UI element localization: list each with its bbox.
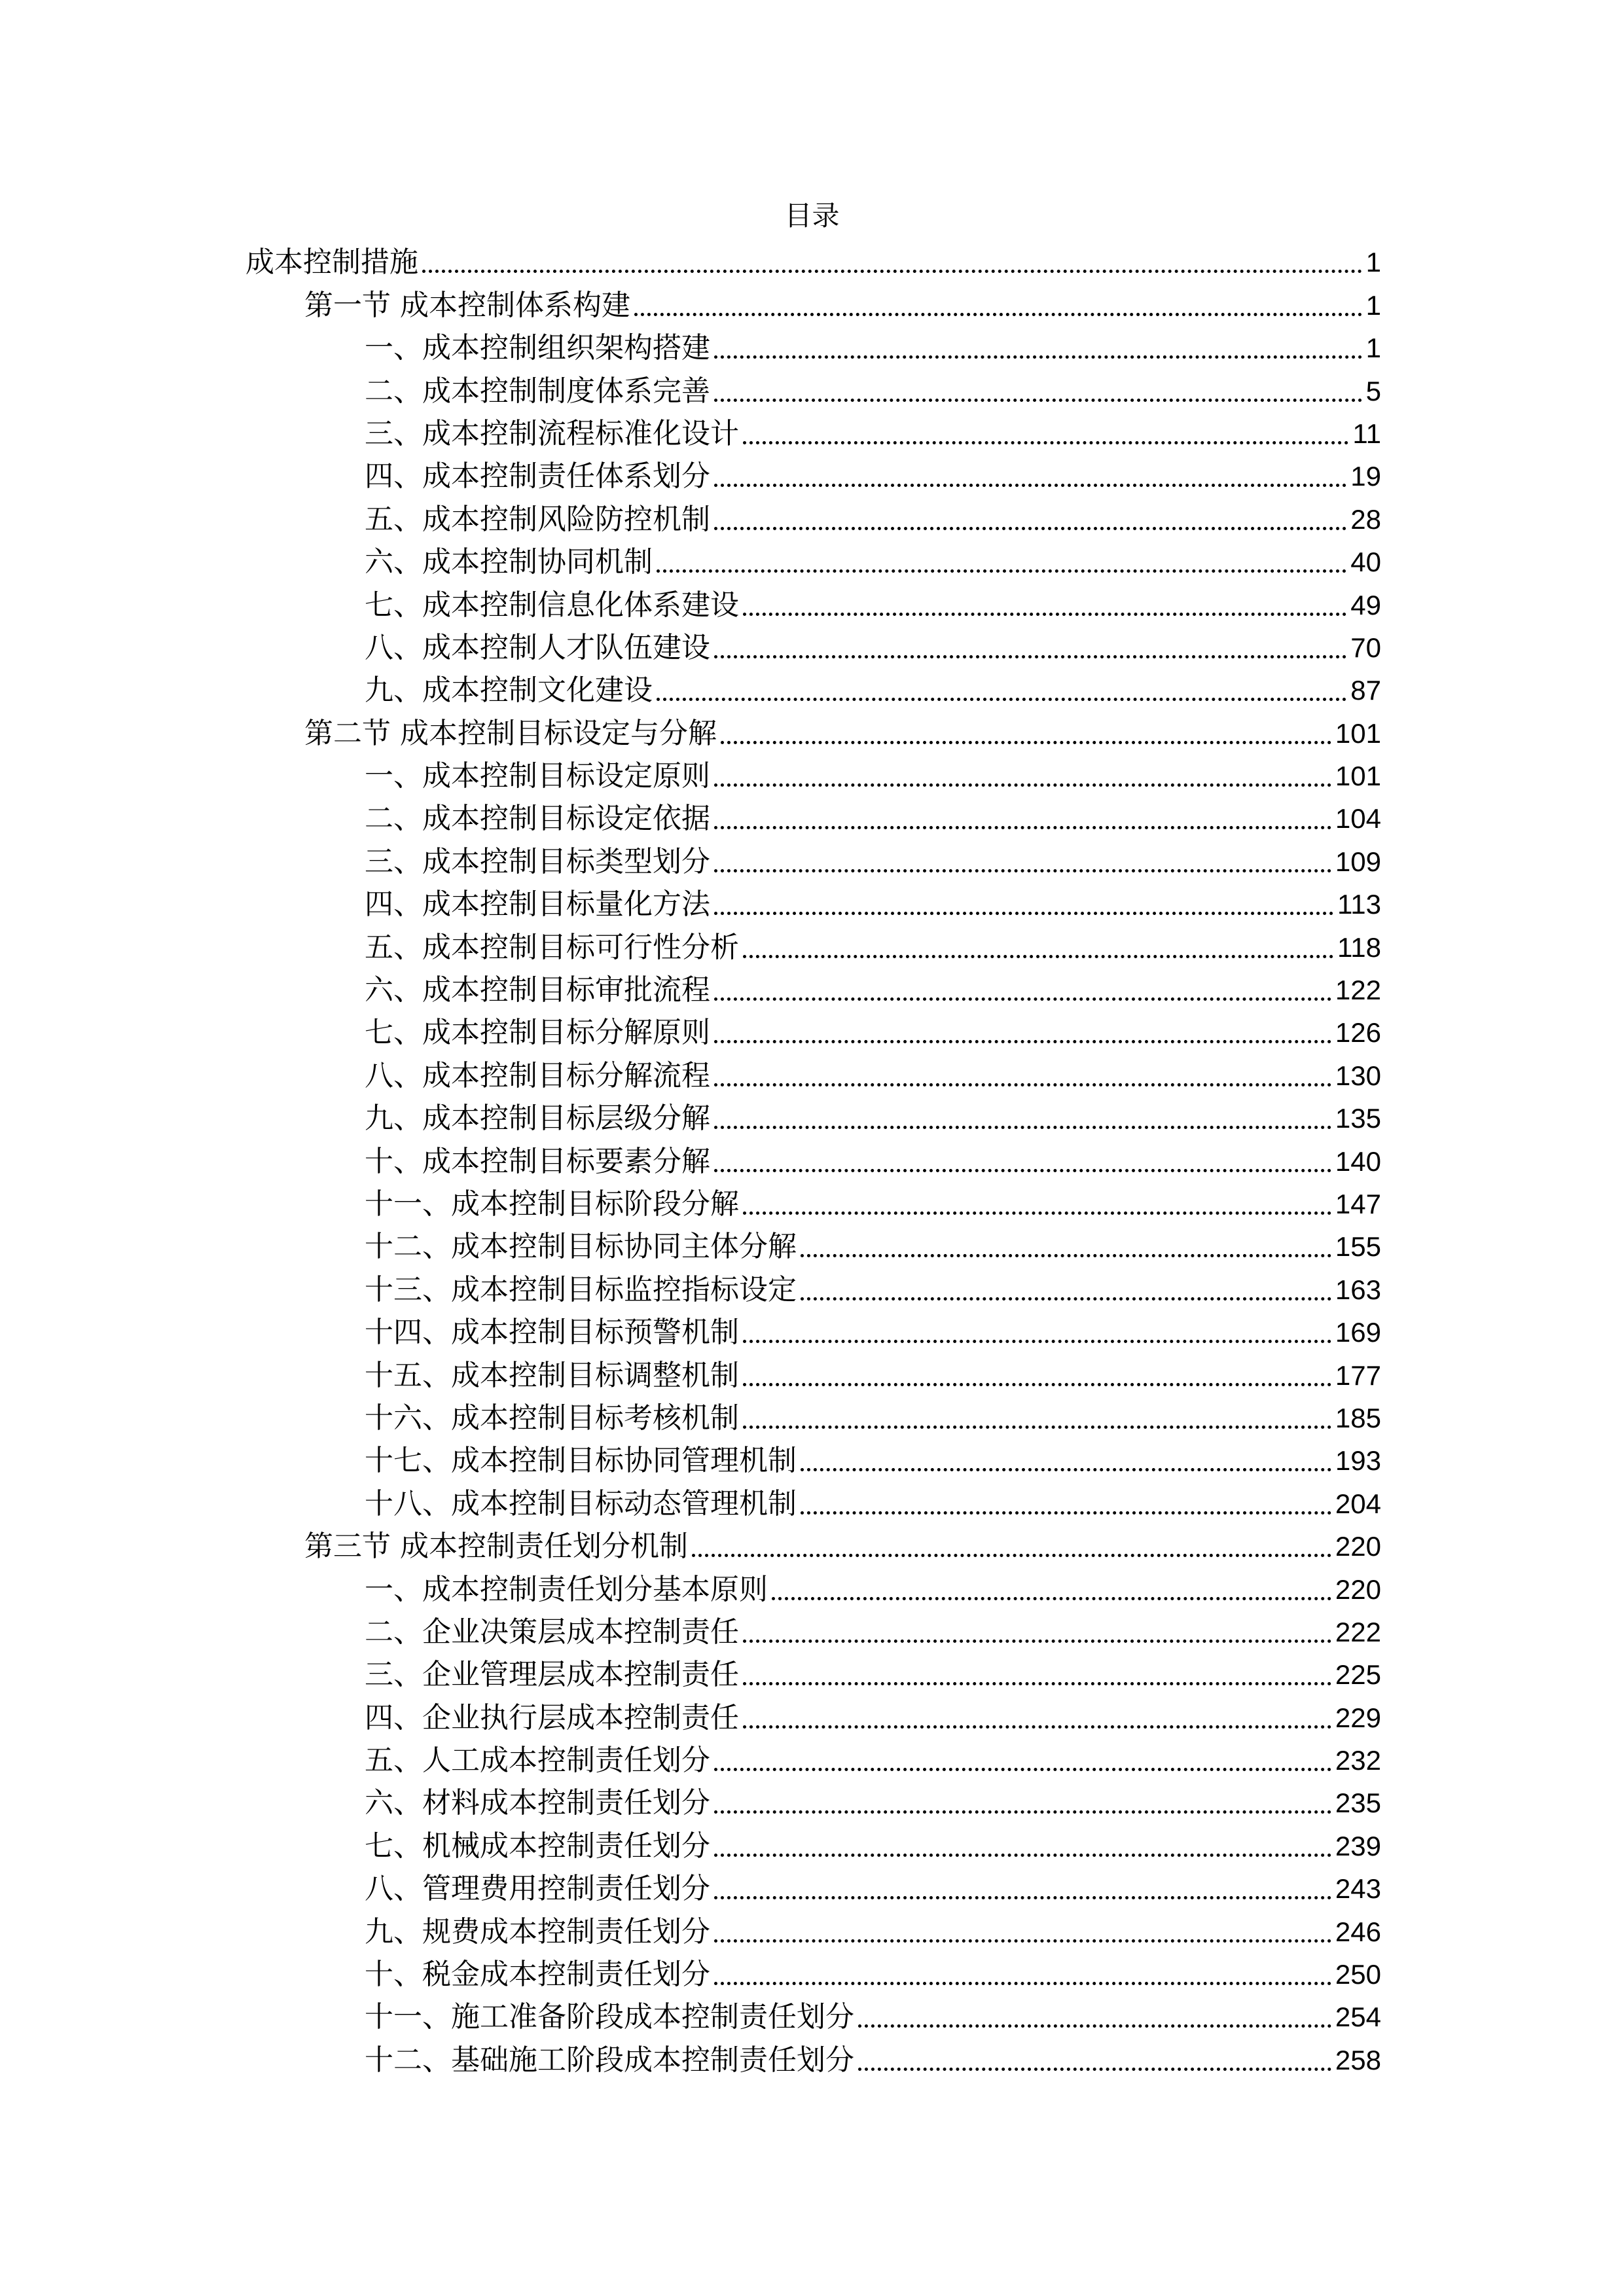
toc-entry-title: 十一、成本控制目标阶段分解 bbox=[365, 1187, 739, 1221]
page-title: 目录 bbox=[784, 200, 840, 232]
toc-entry[interactable] bbox=[245, 414, 1381, 456]
toc-entry-page-number: 1 bbox=[1365, 289, 1381, 321]
toc-entry-page-number: 122 bbox=[1335, 975, 1381, 1006]
toc-entry[interactable] bbox=[245, 456, 1381, 499]
toc-entry-title: 四、企业执行层成本控制责任 bbox=[365, 1700, 739, 1734]
toc-entry-title: 六、成本控制协同机制 bbox=[365, 545, 653, 579]
toc-entry-title: 九、规费成本控制责任划分 bbox=[365, 1914, 710, 1948]
table-of-contents bbox=[245, 242, 1381, 2083]
toc-entry[interactable] bbox=[245, 798, 1381, 841]
toc-dot-leader bbox=[657, 698, 1346, 701]
toc-entry[interactable] bbox=[245, 713, 1381, 755]
toc-entry-page-number: 113 bbox=[1337, 889, 1381, 920]
toc-entry-title: 十七、成本控制目标协同管理机制 bbox=[365, 1444, 797, 1478]
toc-entry-page-number: 169 bbox=[1335, 1317, 1381, 1348]
toc-entry-title: 十六、成本控制目标考核机制 bbox=[365, 1401, 739, 1435]
toc-dot-leader bbox=[743, 1211, 1331, 1215]
toc-dot-leader bbox=[714, 1169, 1331, 1172]
toc-entry-title: 六、成本控制目标审批流程 bbox=[365, 973, 710, 1007]
toc-entry[interactable] bbox=[245, 1569, 1381, 1611]
toc-entry-title: 三、企业管理层成本控制责任 bbox=[365, 1658, 739, 1692]
toc-dot-leader bbox=[714, 826, 1331, 829]
toc-entry-page-number: 239 bbox=[1335, 1830, 1381, 1861]
toc-entry[interactable] bbox=[245, 1227, 1381, 1269]
toc-entry[interactable] bbox=[245, 584, 1381, 627]
toc-dot-leader bbox=[714, 997, 1331, 1001]
toc-entry[interactable] bbox=[245, 1398, 1381, 1441]
toc-entry-page-number: 49 bbox=[1350, 589, 1381, 620]
toc-entry-title: 五、人工成本控制责任划分 bbox=[365, 1744, 710, 1778]
toc-dot-leader bbox=[657, 569, 1346, 573]
toc-dot-leader bbox=[714, 912, 1333, 915]
toc-entry-page-number: 177 bbox=[1335, 1359, 1381, 1391]
toc-entry[interactable] bbox=[245, 242, 1381, 285]
toc-entry-title: 十四、成本控制目标预警机制 bbox=[365, 1316, 739, 1350]
toc-dot-leader bbox=[721, 741, 1331, 744]
toc-entry-page-number: 222 bbox=[1335, 1616, 1381, 1647]
toc-entry-title: 一、成本控制责任划分基本原则 bbox=[365, 1572, 768, 1606]
toc-entry-title: 九、成本控制目标层级分解 bbox=[365, 1102, 710, 1136]
toc-entry[interactable] bbox=[245, 1141, 1381, 1183]
toc-dot-leader bbox=[801, 1511, 1331, 1515]
toc-dot-leader bbox=[743, 955, 1333, 958]
toc-entry[interactable] bbox=[245, 1184, 1381, 1227]
toc-entry-page-number: 28 bbox=[1350, 503, 1381, 535]
toc-entry-title: 八、管理费用控制责任划分 bbox=[365, 1872, 710, 1906]
toc-entry-page-number: 118 bbox=[1337, 931, 1381, 963]
toc-dot-leader bbox=[772, 1597, 1331, 1600]
toc-dot-leader bbox=[714, 399, 1362, 402]
toc-entry-page-number: 229 bbox=[1335, 1702, 1381, 1733]
toc-entry-title: 一、成本控制目标设定原则 bbox=[365, 759, 710, 793]
toc-entry[interactable] bbox=[245, 1612, 1381, 1655]
toc-entry-title: 十二、成本控制目标协同主体分解 bbox=[365, 1230, 797, 1264]
toc-dot-leader bbox=[743, 1682, 1331, 1685]
toc-dot-leader bbox=[858, 2068, 1331, 2071]
toc-entry-title: 十五、成本控制目标调整机制 bbox=[365, 1358, 739, 1392]
toc-entry-title: 三、成本控制目标类型划分 bbox=[365, 844, 710, 878]
toc-entry-title: 第一节 成本控制体系构建 bbox=[304, 288, 630, 322]
toc-entry-page-number: 185 bbox=[1335, 1402, 1381, 1433]
toc-entry[interactable] bbox=[245, 1825, 1381, 1868]
toc-entry-title: 十三、成本控制目标监控指标设定 bbox=[365, 1272, 797, 1306]
toc-entry[interactable] bbox=[245, 542, 1381, 584]
toc-entry[interactable] bbox=[245, 328, 1381, 370]
toc-entry-page-number: 19 bbox=[1350, 461, 1381, 492]
toc-entry-page-number: 104 bbox=[1335, 803, 1381, 834]
toc-entry-title: 十八、成本控制目标动态管理机制 bbox=[365, 1486, 797, 1520]
toc-entry[interactable] bbox=[245, 1355, 1381, 1397]
toc-entry-title: 四、成本控制目标量化方法 bbox=[365, 888, 710, 922]
toc-entry[interactable] bbox=[245, 927, 1381, 969]
toc-entry-page-number: 258 bbox=[1335, 2044, 1381, 2075]
toc-dot-leader bbox=[714, 1939, 1331, 1943]
toc-dot-leader bbox=[743, 441, 1348, 444]
toc-entry-title: 十、成本控制目标要素分解 bbox=[365, 1144, 710, 1178]
toc-dot-leader bbox=[714, 355, 1362, 359]
toc-entry-page-number: 235 bbox=[1335, 1787, 1381, 1819]
toc-entry[interactable] bbox=[245, 1997, 1381, 2039]
toc-entry-page-number: 193 bbox=[1335, 1445, 1381, 1477]
toc-entry-title: 十一、施工准备阶段成本控制责任划分 bbox=[365, 2000, 854, 2034]
toc-entry-page-number: 254 bbox=[1335, 2001, 1381, 2033]
toc-entry-page-number: 101 bbox=[1335, 761, 1381, 792]
toc-dot-leader bbox=[422, 270, 1362, 273]
toc-dot-leader bbox=[714, 1896, 1331, 1899]
toc-entry[interactable] bbox=[245, 670, 1381, 713]
toc-entry[interactable] bbox=[245, 1269, 1381, 1312]
toc-entry-title: 五、成本控制目标可行性分析 bbox=[365, 930, 739, 964]
toc-entry-page-number: 70 bbox=[1350, 632, 1381, 663]
toc-entry-page-number: 232 bbox=[1335, 1745, 1381, 1776]
toc-entry[interactable] bbox=[245, 1055, 1381, 1098]
toc-dot-leader bbox=[714, 783, 1331, 787]
toc-dot-leader bbox=[714, 1982, 1331, 1985]
toc-entry[interactable] bbox=[245, 1869, 1381, 1911]
toc-entry-page-number: 40 bbox=[1350, 547, 1381, 578]
toc-entry[interactable] bbox=[245, 756, 1381, 798]
toc-entry[interactable] bbox=[245, 1697, 1381, 1740]
toc-entry-page-number: 135 bbox=[1335, 1103, 1381, 1134]
toc-entry[interactable] bbox=[245, 1312, 1381, 1355]
toc-dot-leader bbox=[714, 1083, 1331, 1086]
toc-entry-page-number: 140 bbox=[1335, 1145, 1381, 1177]
toc-entry-title: 二、成本控制制度体系完善 bbox=[365, 374, 710, 408]
toc-entry[interactable] bbox=[245, 499, 1381, 541]
toc-entry-title: 成本控制措施 bbox=[245, 245, 418, 279]
toc-dot-leader bbox=[692, 1554, 1331, 1557]
toc-entry-page-number: 243 bbox=[1335, 1873, 1381, 1905]
toc-entry-title: 五、成本控制风险防控机制 bbox=[365, 502, 710, 536]
toc-entry-title: 第二节 成本控制目标设定与分解 bbox=[304, 716, 717, 750]
toc-entry[interactable] bbox=[245, 370, 1381, 413]
toc-entry-page-number: 109 bbox=[1335, 846, 1381, 877]
toc-dot-leader bbox=[743, 1426, 1331, 1429]
toc-entry-page-number: 1 bbox=[1365, 247, 1381, 278]
toc-entry-page-number: 147 bbox=[1335, 1188, 1381, 1219]
toc-entry-title: 八、成本控制人才队伍建设 bbox=[365, 630, 710, 664]
toc-entry-page-number: 220 bbox=[1335, 1573, 1381, 1605]
toc-entry[interactable] bbox=[245, 884, 1381, 927]
toc-dot-leader bbox=[743, 1640, 1331, 1643]
toc-entry-page-number: 225 bbox=[1335, 1659, 1381, 1691]
toc-entry-page-number: 250 bbox=[1335, 1959, 1381, 1990]
toc-entry[interactable] bbox=[245, 970, 1381, 1013]
toc-entry-page-number: 246 bbox=[1335, 1916, 1381, 1947]
toc-entry-page-number: 220 bbox=[1335, 1531, 1381, 1562]
toc-entry-page-number: 11 bbox=[1352, 418, 1381, 449]
toc-dot-leader bbox=[714, 484, 1346, 487]
toc-entry-page-number: 130 bbox=[1335, 1060, 1381, 1091]
toc-entry-title: 十二、基础施工阶段成本控制责任划分 bbox=[365, 2043, 854, 2077]
toc-entry[interactable] bbox=[245, 1526, 1381, 1569]
toc-dot-leader bbox=[714, 1810, 1331, 1814]
toc-entry[interactable] bbox=[245, 1098, 1381, 1141]
toc-dot-leader bbox=[743, 613, 1346, 616]
toc-entry[interactable] bbox=[245, 841, 1381, 884]
toc-entry[interactable] bbox=[245, 285, 1381, 327]
toc-entry[interactable] bbox=[245, 1740, 1381, 1783]
toc-entry[interactable] bbox=[245, 1911, 1381, 1954]
toc-entry[interactable] bbox=[245, 1655, 1381, 1697]
toc-entry-page-number: 204 bbox=[1335, 1488, 1381, 1519]
toc-entry-title: 四、成本控制责任体系划分 bbox=[365, 459, 710, 493]
toc-dot-leader bbox=[714, 1854, 1331, 1857]
toc-dot-leader bbox=[801, 1254, 1331, 1257]
toc-entry-title: 十、税金成本控制责任划分 bbox=[365, 1958, 710, 1992]
toc-entry-title: 第三节 成本控制责任划分机制 bbox=[304, 1530, 688, 1564]
toc-entry-title: 六、材料成本控制责任划分 bbox=[365, 1786, 710, 1820]
toc-entry[interactable] bbox=[245, 1483, 1381, 1526]
toc-entry[interactable] bbox=[245, 1783, 1381, 1825]
toc-entry[interactable] bbox=[245, 2039, 1381, 2082]
toc-entry-title: 二、成本控制目标设定依据 bbox=[365, 802, 710, 836]
toc-entry[interactable] bbox=[245, 1954, 1381, 1997]
toc-entry-title: 七、成本控制目标分解原则 bbox=[365, 1016, 710, 1050]
toc-entry-page-number: 87 bbox=[1350, 675, 1381, 706]
toc-entry-page-number: 101 bbox=[1335, 717, 1381, 749]
toc-entry[interactable] bbox=[245, 1441, 1381, 1483]
toc-dot-leader bbox=[714, 1040, 1331, 1043]
toc-entry-title: 三、成本控制流程标准化设计 bbox=[365, 416, 739, 450]
toc-entry-page-number: 155 bbox=[1335, 1231, 1381, 1263]
toc-dot-leader bbox=[743, 1340, 1331, 1343]
toc-entry-title: 七、成本控制信息化体系建设 bbox=[365, 588, 739, 622]
toc-entry-page-number: 1 bbox=[1365, 332, 1381, 364]
toc-dot-leader bbox=[714, 869, 1331, 872]
toc-entry-title: 八、成本控制目标分解流程 bbox=[365, 1058, 710, 1092]
toc-entry-page-number: 163 bbox=[1335, 1274, 1381, 1305]
toc-entry[interactable] bbox=[245, 628, 1381, 670]
toc-dot-leader bbox=[858, 2024, 1331, 2028]
toc-dot-leader bbox=[743, 1725, 1331, 1729]
toc-dot-leader bbox=[714, 1126, 1331, 1129]
toc-entry-page-number: 126 bbox=[1335, 1017, 1381, 1049]
toc-entry-title: 二、企业决策层成本控制责任 bbox=[365, 1615, 739, 1649]
toc-dot-leader bbox=[801, 1297, 1331, 1300]
toc-dot-leader bbox=[714, 655, 1346, 658]
toc-dot-leader bbox=[714, 527, 1346, 530]
toc-entry[interactable] bbox=[245, 1013, 1381, 1055]
toc-entry-title: 一、成本控制组织架构搭建 bbox=[365, 331, 710, 365]
toc-dot-leader bbox=[634, 313, 1362, 316]
toc-entry-title: 七、机械成本控制责任划分 bbox=[365, 1829, 710, 1863]
toc-dot-leader bbox=[714, 1768, 1331, 1771]
toc-dot-leader bbox=[801, 1468, 1331, 1471]
toc-dot-leader bbox=[743, 1383, 1331, 1386]
toc-entry-title: 九、成本控制文化建设 bbox=[365, 673, 653, 708]
toc-entry-page-number: 5 bbox=[1365, 375, 1381, 406]
